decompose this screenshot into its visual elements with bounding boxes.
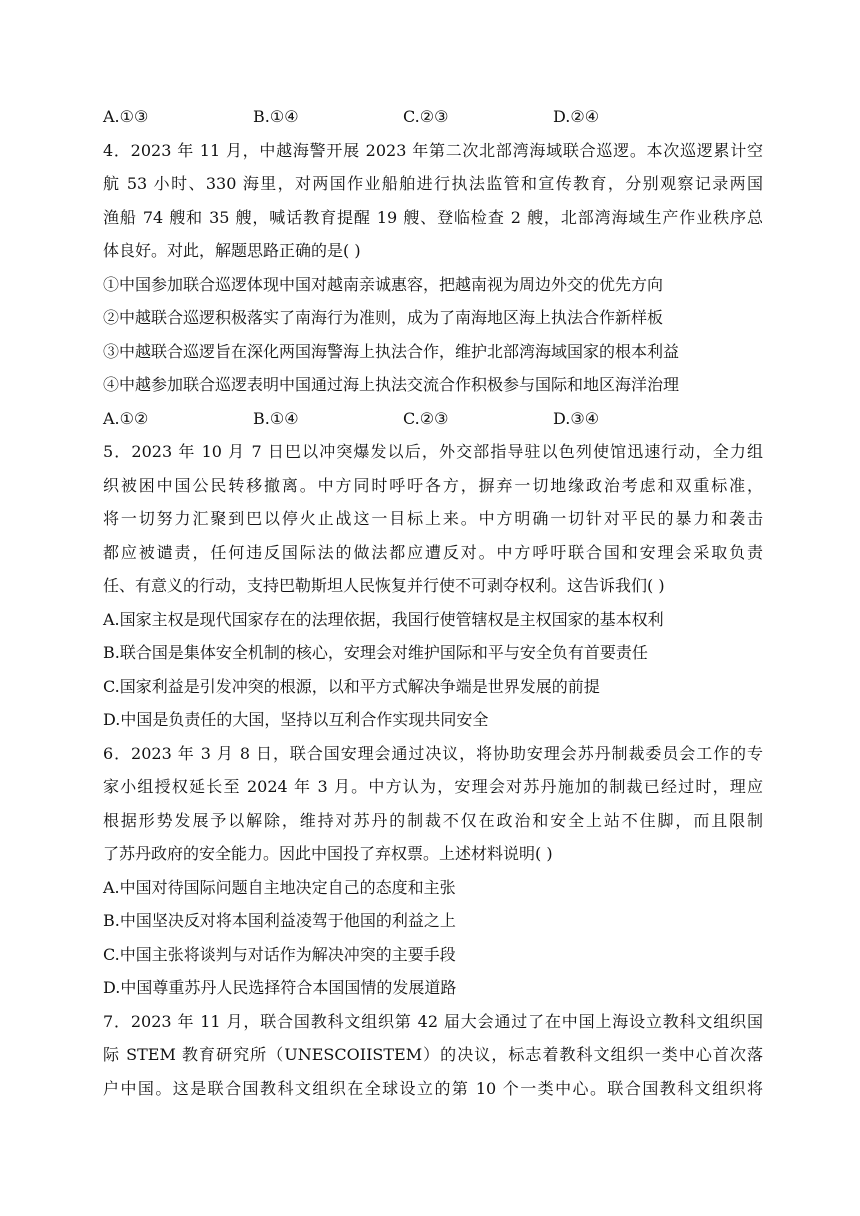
question-5 (103, 435, 763, 737)
q3-options (103, 100, 763, 134)
q5-text-line: 任、有意义的行动，支持巴勒斯坦人民恢复并行使不可剥夺权利。这告诉我们( ) (103, 576, 665, 595)
q7-text-line: 户中国。这是联合国教科文组织在全球设立的第 10 个一类中心。联合国教科文组织将 (103, 1078, 763, 1098)
q3-option-c[interactable]: C.②③ (403, 107, 449, 126)
q7-text-line: 7．2023 年 11 月，联合国教科文组织第 42 届大会通过了在中国上海设立教科文组织国 (103, 1011, 763, 1031)
q5-choice-a[interactable]: A.国家主权是现代国家存在的法理依据，我国行使管辖权是主权国家的基本权利 (103, 609, 664, 629)
q4-text-line: 航 53 小时、330 海里，对两国作业船舶进行执法监管和宣传教育，分别观察记录两国 (103, 174, 763, 193)
q5-text-line: 都应被谴责，任何违反国际法的做法都应遭反对。中方呼吁联合国和安理会采取负责 (103, 542, 763, 562)
q3-option-a[interactable]: A.①③ (103, 107, 149, 126)
question-7 (103, 1005, 763, 1106)
q4-statement-4: ④中越参加联合巡逻表明中国通过海上执法交流合作积极参与国际和地区海洋治理 (103, 375, 680, 394)
q4-option-b[interactable]: B.①④ (253, 408, 299, 428)
q6-text-line: 根据形势发展予以解除，维持对苏丹的制裁不仅在政治和安全上站不住脚，而且限制 (103, 810, 763, 830)
q6-choice-d[interactable]: D.中国尊重苏丹人民选择符合本国国情的发展道路 (103, 978, 457, 997)
q3-option-d[interactable]: D.②④ (553, 107, 600, 126)
q4-option-c[interactable]: C.②③ (403, 408, 449, 428)
q4-option-a[interactable]: A.①② (103, 408, 149, 428)
q6-text-line: 6．2023 年 3 月 8 日，联合国安理会通过决议，将协助安理会苏丹制裁委员会工作的专 (103, 743, 763, 763)
q5-text-line: 5．2023 年 10 月 7 日巴以冲突爆发以后，外交部指导驻以色列使馆迅速行动，全力组 (103, 442, 763, 461)
q5-text-line: 将一切努力汇聚到巴以停火止战这一目标上来。中方明确一切针对平民的暴力和袭击 (103, 509, 763, 528)
q5-choice-d[interactable]: D.中国是负责任的大国，坚持以互利合作实现共同安全 (103, 710, 489, 729)
q4-options (103, 402, 763, 436)
q5-choice-b[interactable]: B.联合国是集体安全机制的核心，安理会对维护国际和平与安全负有首要责任 (103, 643, 648, 662)
q4-text-line: 渔船 74 艘和 35 艘，喊话教育提醒 19 艘、登临检查 2 艘，北部湾海域生产作业秩序总 (103, 207, 763, 227)
q4-statement-2: ②中越联合巡逻积极落实了南海行为准则，成为了南海地区海上执法合作新样板 (103, 308, 664, 327)
q4-statement-1: ①中国参加联合巡逻体现中国对越南亲诚惠容，把越南视为周边外交的优先方向 (103, 274, 664, 294)
q6-choice-a[interactable]: A.中国对待国际问题自主地决定自己的态度和主张 (103, 877, 456, 897)
q3-option-b[interactable]: B.①④ (253, 107, 299, 126)
q5-text-line: 织被困中国公民转移撤离。中方同时呼吁各方，摒弃一切地缘政治考虑和双重标准， (103, 475, 763, 495)
question-4 (103, 134, 763, 436)
q6-choice-b[interactable]: B.中国坚决反对将本国利益凌驾于他国的利益之上 (103, 911, 456, 930)
q4-statement-3: ③中越联合巡逻旨在深化两国海警海上执法合作，维护北部湾海域国家的根本利益 (103, 341, 680, 361)
q6-text-line: 了苏丹政府的安全能力。因此中国投了弃权票。上述材料说明( ) (103, 844, 553, 863)
q6-choice-c[interactable]: C.中国主张将谈判与对话作为解决冲突的主要手段 (103, 944, 456, 964)
exam-page (103, 100, 763, 1105)
question-6 (103, 737, 763, 1005)
q5-choice-c[interactable]: C.国家利益是引发冲突的根源，以和平方式解决争端是世界发展的前提 (103, 676, 600, 696)
q4-text-line: 4．2023 年 11 月，中越海警开展 2023 年第二次北部湾海域联合巡逻。本次巡逻累计空 (103, 140, 763, 160)
q4-text-line: 体良好。对此，解题思路正确的是( ) (103, 241, 361, 260)
q4-option-d[interactable]: D.③④ (553, 408, 600, 428)
q6-text-line: 家小组授权延长至 2024 年 3 月。中方认为，安理会对苏丹施加的制裁已经过时，理应 (103, 777, 763, 796)
q7-text-line: 际 STEM 教育研究所（UNESCOIISTEM）的决议，标志着教科文组织一类中心首次落 (103, 1045, 763, 1064)
